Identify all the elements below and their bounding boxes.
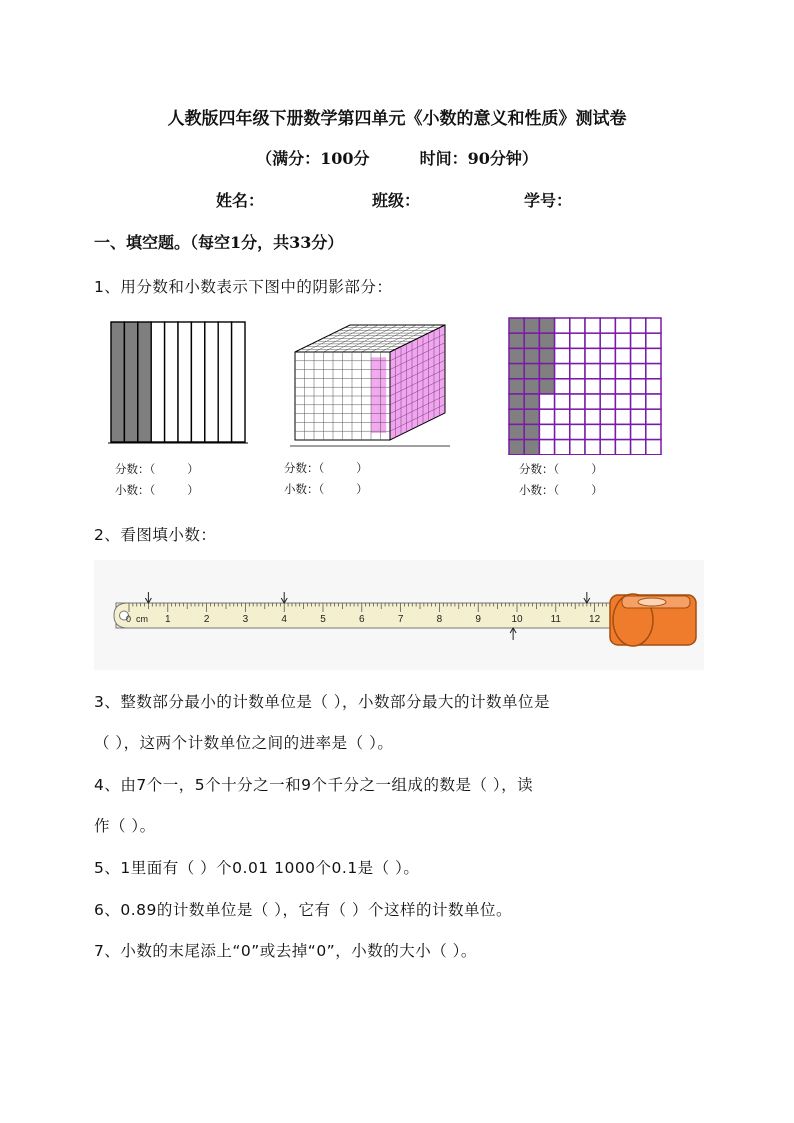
grid-cell [646, 394, 661, 409]
question-4-line-2: 作（ ）。 [94, 817, 156, 835]
strip [151, 322, 164, 442]
grid-cell [524, 379, 539, 394]
strip [138, 322, 151, 442]
ruler-tick-label: 11 [550, 614, 561, 625]
grid-cell [600, 364, 615, 379]
grid-cell [585, 409, 600, 424]
grid-cell [615, 394, 630, 409]
grid-cell [570, 409, 585, 424]
grid-cell [509, 379, 524, 394]
grid-cell [585, 318, 600, 333]
grid-cell [509, 409, 524, 424]
fig1-decimal-blank: 小数：（ ） [115, 485, 199, 497]
grid-cell [646, 440, 661, 455]
grid-cell [524, 424, 539, 439]
grid-cell [631, 394, 646, 409]
ruler-tick-label: 4 [281, 614, 287, 625]
ruler-tick-label: 7 [397, 614, 404, 625]
full-score: （满分：100分 [256, 149, 370, 168]
strip [124, 322, 137, 442]
ruler-tick-label: 10 [511, 614, 523, 625]
grid-cell [509, 424, 524, 439]
grid-cell [509, 364, 524, 379]
grid-cell [631, 318, 646, 333]
grid-cell [646, 318, 661, 333]
strip [205, 322, 218, 442]
grid-cell [555, 394, 570, 409]
question-6: 6、0.89的计数单位是（ ），它有（ ）个这样的计数单位。 [94, 901, 512, 919]
question-4-line-1: 4、由7个一，5个十分之一和9个千分之一组成的数是（ ），读 [94, 776, 534, 794]
question-7: 7、小数的末尾添上“0”或去掉“0”，小数的大小（ ）。 [94, 942, 477, 960]
grid-figure [506, 315, 664, 455]
grid-cell [555, 348, 570, 363]
grid-cell [509, 394, 524, 409]
grid-cell [555, 333, 570, 348]
grid-cell [615, 379, 630, 394]
ruler-tick-label: 1 [165, 614, 171, 625]
exam-time: 时间：90分钟） [419, 149, 538, 168]
grid-cell [555, 440, 570, 455]
ruler-tick-label: 0 [126, 614, 132, 624]
grid-cell [570, 348, 585, 363]
grid-cell [570, 364, 585, 379]
grid-cell [570, 440, 585, 455]
student-id-label: 学号： [524, 191, 573, 210]
grid-cell [570, 424, 585, 439]
grid-cell [631, 348, 646, 363]
grid-cell [600, 424, 615, 439]
grid-cell [555, 379, 570, 394]
name-label: 姓名： [216, 191, 265, 210]
grid-cell [646, 348, 661, 363]
grid-cell [539, 379, 554, 394]
grid-cell [600, 348, 615, 363]
grid-cell [539, 409, 554, 424]
grid-cell [585, 440, 600, 455]
fig2-fraction-blank: 分数：（ ） [284, 463, 368, 475]
fig3-decimal-blank: 小数：（ ） [519, 485, 603, 497]
grid-cell [539, 440, 554, 455]
ruler-tick-label: 6 [359, 614, 365, 625]
question-5: 5、1里面有（ ）个0.01 1000个0.1是（ ）。 [94, 859, 420, 877]
fig3-fraction-blank: 分数：（ ） [519, 464, 603, 476]
grid-cell [509, 333, 524, 348]
question-1: 1、用分数和小数表示下图中的阴影部分： [94, 278, 393, 296]
grid-cell [524, 394, 539, 409]
strip-figure [108, 320, 248, 448]
grid-cell [631, 409, 646, 424]
grid-cell [524, 364, 539, 379]
ruler-tick-label: 9 [475, 614, 481, 625]
grid-cell [524, 318, 539, 333]
grid-cell [539, 364, 554, 379]
grid-cell [524, 409, 539, 424]
ruler-tick-label: 5 [320, 614, 326, 625]
grid-cell [615, 318, 630, 333]
grid-cell [646, 424, 661, 439]
grid-cell [585, 394, 600, 409]
section-title: 一、填空题。（每空1分，共33分） [94, 233, 344, 252]
grid-cell [646, 409, 661, 424]
grid-cell [585, 364, 600, 379]
strip [191, 322, 204, 442]
grid-cell [646, 333, 661, 348]
grid-cell [631, 333, 646, 348]
grid-cell [600, 409, 615, 424]
grid-cell [524, 440, 539, 455]
fig2-decimal-blank: 小数：（ ） [284, 484, 368, 496]
grid-cell [539, 348, 554, 363]
ruler-tick-label: 2 [203, 614, 210, 625]
grid-cell [555, 364, 570, 379]
grid-cell [585, 424, 600, 439]
grid-cell [539, 424, 554, 439]
strip [218, 322, 231, 442]
grid-cell [509, 348, 524, 363]
grid-cell [555, 318, 570, 333]
grid-cell [570, 318, 585, 333]
grid-cell [600, 394, 615, 409]
ruler-tick-label: 3 [242, 614, 249, 625]
grid-cell [631, 364, 646, 379]
grid-cell [524, 348, 539, 363]
strip [178, 322, 191, 442]
grid-cell [509, 318, 524, 333]
grid-cell [615, 440, 630, 455]
grid-cell [585, 333, 600, 348]
grid-cell [524, 333, 539, 348]
grid-cell [615, 409, 630, 424]
grid-cell [585, 348, 600, 363]
grid-cell [539, 333, 554, 348]
cube-figure [290, 322, 450, 450]
ruler-unit: cm [136, 614, 148, 624]
grid-cell [615, 348, 630, 363]
grid-cell [539, 318, 554, 333]
grid-cell [585, 379, 600, 394]
ruler-tick-label: 8 [436, 614, 443, 625]
grid-cell [600, 440, 615, 455]
grid-cell [615, 333, 630, 348]
grid-cell [615, 424, 630, 439]
grid-cell [631, 424, 646, 439]
grid-cell [646, 379, 661, 394]
grid-cell [570, 333, 585, 348]
grid-cell [539, 394, 554, 409]
tape-measure [94, 560, 704, 670]
exam-meta [0, 146, 794, 169]
grid-cell [555, 424, 570, 439]
tape-case [610, 594, 696, 646]
grid-cell [600, 379, 615, 394]
grid-cell [600, 318, 615, 333]
grid-cell [555, 409, 570, 424]
grid-cell [631, 440, 646, 455]
class-label: 班级： [372, 191, 421, 210]
ruler-tick-label: 12 [589, 614, 601, 625]
page-title: 人教版四年级下册数学第四单元《小数的意义和性质》测试卷 [167, 109, 627, 129]
strip [111, 322, 124, 442]
fig1-fraction-blank: 分数：（ ） [115, 464, 199, 476]
question-3-line-1: 3、整数部分最小的计数单位是（ ），小数部分最大的计数单位是 [94, 693, 551, 711]
strip [232, 322, 245, 442]
grid-cell [570, 394, 585, 409]
question-2: 2、看图填小数： [94, 526, 217, 544]
strip [165, 322, 178, 442]
grid-cell [570, 379, 585, 394]
grid-cell [631, 379, 646, 394]
grid-cell [646, 364, 661, 379]
grid-cell [509, 440, 524, 455]
question-3-line-2: （ ），这两个计数单位之间的进率是（ ）。 [94, 734, 394, 752]
grid-cell [600, 333, 615, 348]
grid-cell [615, 364, 630, 379]
